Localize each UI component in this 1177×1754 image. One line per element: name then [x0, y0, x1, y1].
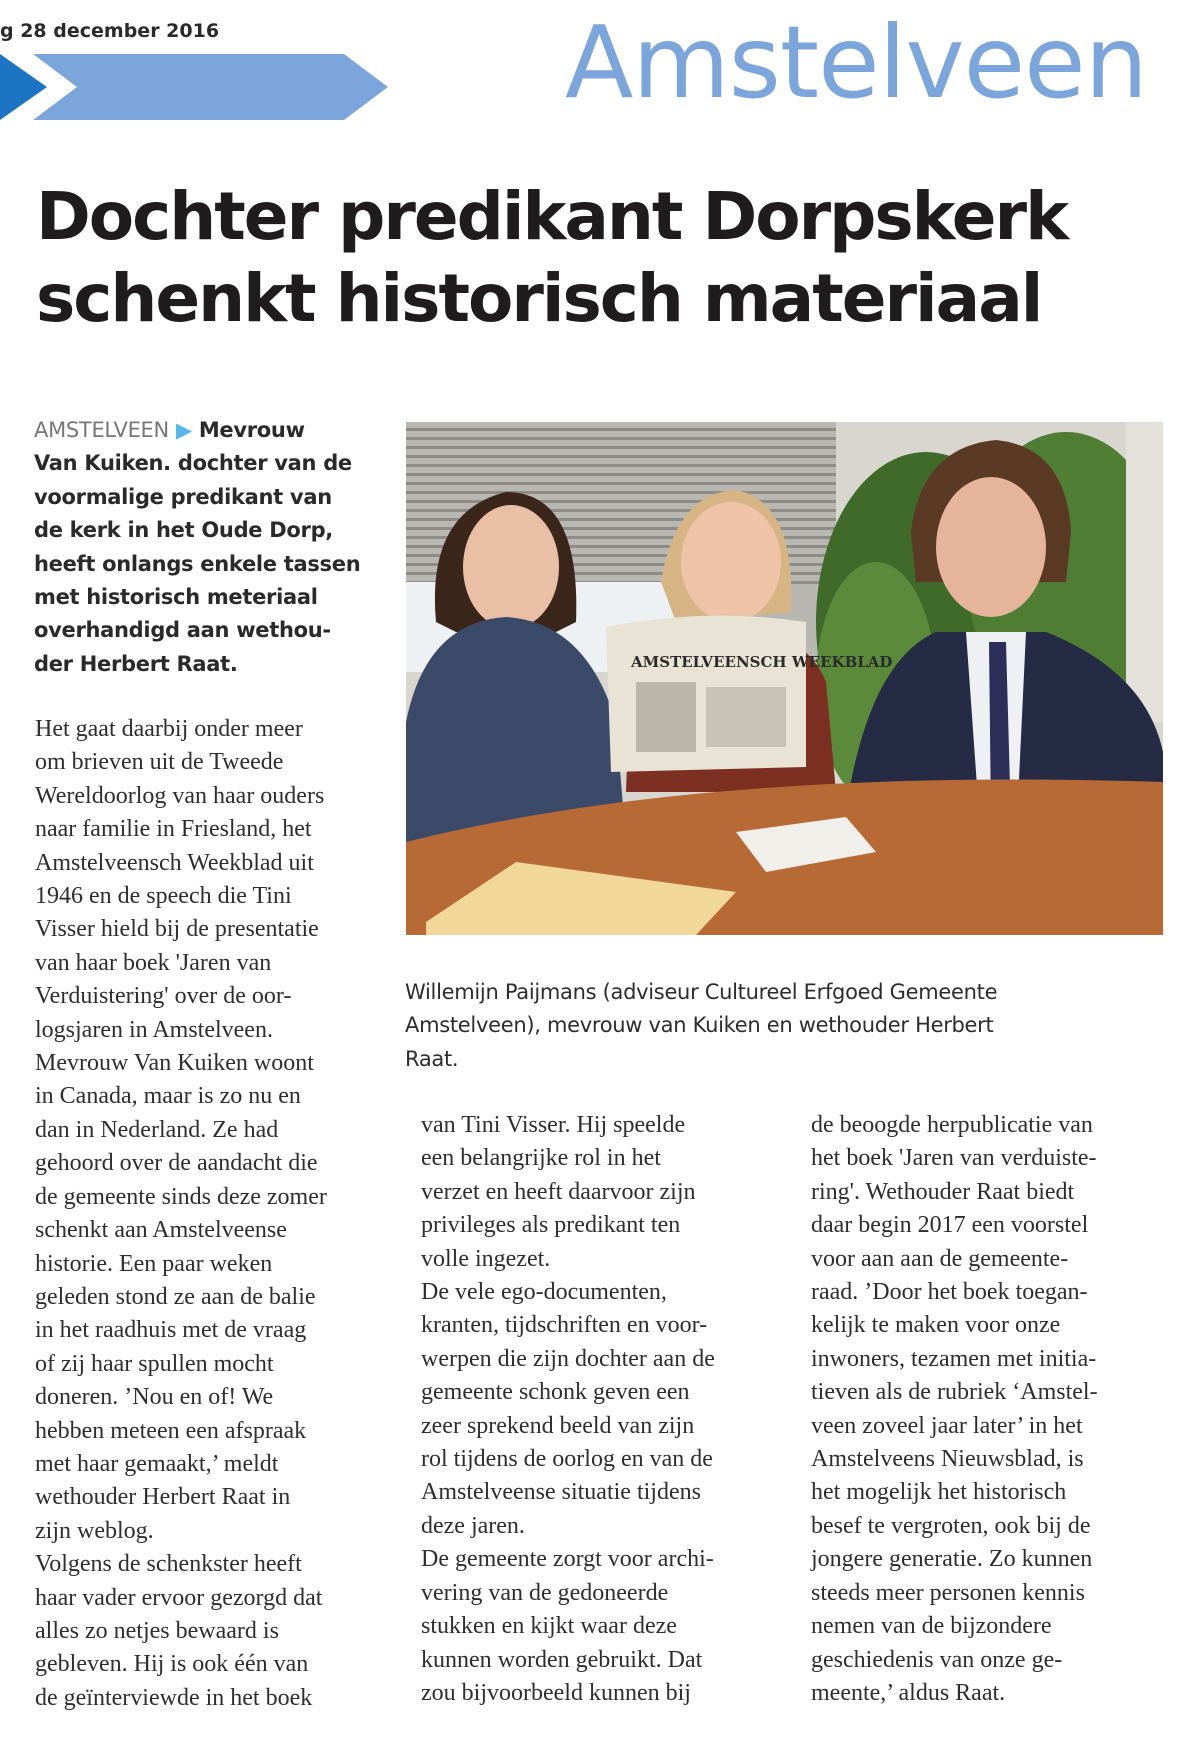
body-line: Visser hield bij de presentatie: [35, 916, 319, 943]
body-line: in Canada, maar is zo nu en: [35, 1083, 301, 1110]
body-line: logsjaren in Amstelveen.: [35, 1016, 273, 1043]
lead-line-first: [34, 414, 390, 447]
body-line: Het gaat daarbij onder meer: [35, 716, 303, 742]
banner-light-arrow: [33, 54, 388, 120]
body-line: zou bijvoorbeeld kunnen bij: [421, 1679, 691, 1706]
body-line: rol tijdens de oorlog en van de: [421, 1446, 713, 1473]
body-line: of zij haar spullen mocht: [35, 1350, 274, 1377]
blind-slat: [406, 437, 836, 440]
body-line: hebben meteen een afspraak: [35, 1417, 307, 1444]
body-line: de geïnterviewde in het boek: [35, 1684, 313, 1711]
body-line: deze jaren.: [421, 1512, 525, 1539]
blind-slat: [406, 464, 836, 467]
newspaper-masthead: AMSTELVEENSCH WEEKBLAD: [631, 653, 893, 671]
dateline-triangle-icon: ▶: [175, 418, 192, 442]
body-line: schenkt aan Amstelveense: [35, 1217, 287, 1244]
body-line: werpen die zijn dochter aan de: [421, 1345, 715, 1372]
body-line: Wereldoorlog van haar ouders: [35, 782, 325, 809]
headline-line: schenkt historisch materiaal: [36, 260, 1042, 337]
photo-caption: [405, 976, 1165, 1076]
side-wall: [1126, 422, 1163, 722]
body-line: voor aan aan de gemeente-: [811, 1245, 1069, 1272]
caption-line: Raat.: [405, 1046, 459, 1071]
body-line: tieven als de rubriek ‘Amstel-: [811, 1379, 1098, 1406]
body-line: in het raadhuis met de vraag: [35, 1317, 307, 1344]
body-line: nemen van de bijzondere: [811, 1613, 1052, 1640]
body-line: De gemeente zorgt voor archi-: [421, 1546, 714, 1573]
blind-slat: [406, 455, 836, 458]
body-line: geschiedenis van onze ge-: [811, 1646, 1063, 1673]
body-line: een belangrijke rol in het: [421, 1145, 661, 1172]
body-line: het mogelijk het historisch: [811, 1479, 1067, 1506]
body-line: met haar gemaakt,’ meldt: [35, 1450, 279, 1477]
body-line: kelijk te maken voor onze: [811, 1312, 1061, 1339]
body-line: steeds meer personen kennis: [811, 1579, 1085, 1606]
body-column-3: [811, 1109, 1156, 1710]
lead-line: heeft onlangs enkele tassen: [34, 551, 361, 576]
section-title: Amstelveen: [564, 4, 1147, 121]
body-line: Verduistering' over de oor-: [35, 983, 292, 1010]
blind-slat: [406, 446, 836, 449]
article-headline: [36, 176, 1156, 340]
body-line: 1946 en de speech die Tini: [35, 883, 292, 910]
body-line: Volgens de schenkster heeft: [35, 1551, 302, 1578]
body-line: Amstelveense situatie tijdens: [421, 1479, 701, 1506]
body-line: meente,’ aldus Raat.: [811, 1679, 1006, 1706]
banner-dark-chevron: [0, 54, 47, 120]
lead-line: met historisch meteriaal: [34, 585, 318, 610]
body-line: naar familie in Friesland, het: [35, 816, 312, 843]
blind-slat: [406, 491, 836, 494]
body-line: haar vader ervoor gezorgd dat: [35, 1584, 323, 1611]
body-line: Mevrouw Van Kuiken woont: [35, 1050, 314, 1077]
body-line: van haar boek 'Jaren van: [35, 949, 272, 976]
lead-line: Mevrouw: [198, 418, 305, 442]
body-line: dan in Nederland. Ze had: [35, 1116, 279, 1143]
body-line: daar begin 2017 een voorstel: [811, 1212, 1089, 1239]
body-line: van Tini Visser. Hij speelde: [421, 1112, 686, 1138]
headline-line: Dochter predikant Dorpskerk: [36, 178, 1067, 255]
body-line: historie. Een paar weken: [35, 1250, 273, 1277]
blind-slat: [406, 500, 836, 503]
body-line: om brieven uit de Tweede: [35, 749, 284, 776]
body-line: vering van de gedoneerde: [421, 1579, 669, 1606]
body-line: het boek 'Jaren van verduiste-: [811, 1145, 1097, 1172]
body-line: geleden stond ze aan de balie: [35, 1283, 316, 1310]
body-line: kranten, tijdschriften en voor-: [421, 1312, 708, 1339]
lead-line: Van Kuiken. dochter van de: [34, 451, 352, 476]
body-line: Amstelveens Nieuwsblad, is: [811, 1446, 1084, 1473]
caption-line: Willemijn Paijmans (adviseur Cultureel Erfgoed Gemeente: [405, 980, 998, 1004]
body-line: jongere generatie. Zo kunnen: [811, 1546, 1093, 1573]
body-column-2: [421, 1109, 766, 1710]
body-line: gebleven. Hij is ook één van: [35, 1651, 309, 1678]
body-line: stukken en kijkt waar deze: [421, 1613, 677, 1640]
body-line: De vele ego-documenten,: [421, 1279, 667, 1306]
body-line: volle ingezet.: [421, 1245, 551, 1272]
body-line: doneren. ’Nou en of! We: [35, 1384, 274, 1411]
body-line: wethouder Herbert Raat in: [35, 1484, 291, 1511]
caption-line: Amstelveen), mevrouw van Kuiken en wethouder Herbert: [405, 1013, 994, 1038]
body-line: zeer sprekend beeld van zijn: [421, 1412, 695, 1439]
body-line: Amstelveensch Weekblad uit: [35, 849, 314, 876]
body-line: kunnen worden gebruikt. Dat: [421, 1646, 703, 1673]
dateline: AMSTELVEEN: [34, 418, 169, 442]
issue-date: g 28 december 2016: [0, 20, 220, 42]
body-line: de gemeente sinds deze zomer: [35, 1183, 327, 1210]
body-line: alles zo netjes bewaard is: [35, 1617, 279, 1644]
body-line: besef te vergroten, ook bij de: [811, 1512, 1091, 1539]
body-column-1: [35, 713, 395, 1715]
body-line: de beoogde herpublicatie van: [811, 1112, 1093, 1138]
blind-slat: [406, 428, 836, 431]
article-photo: [406, 422, 1163, 935]
lead-line: overhandigd aan wethou-: [34, 618, 331, 643]
body-line: gemeente schonk geven een: [421, 1379, 690, 1406]
lead-line: der Herbert Raat.: [34, 651, 238, 676]
body-line: gehoord over de aandacht die: [35, 1150, 318, 1177]
body-line: verzet en heeft daarvoor zijn: [421, 1178, 696, 1205]
body-line: ring'. Wethouder Raat biedt: [811, 1178, 1075, 1205]
blind-slat: [406, 473, 836, 476]
body-line: inwoners, tezamen met initia-: [811, 1345, 1097, 1372]
body-line: privileges als predikant ten: [421, 1212, 681, 1239]
blind-slat: [406, 482, 836, 485]
article-lead: [34, 414, 390, 681]
section-arrow-banner: [0, 54, 390, 120]
lead-line: de kerk in het Oude Dorp,: [34, 518, 333, 543]
lead-line: voormalige predikant van: [34, 484, 332, 509]
photo-illustration: [406, 422, 1163, 935]
body-line: zijn weblog.: [35, 1517, 154, 1544]
body-line: raad. ’Door het boek toegan-: [811, 1279, 1088, 1306]
body-line: veen zoveel jaar later’ in het: [811, 1412, 1083, 1439]
